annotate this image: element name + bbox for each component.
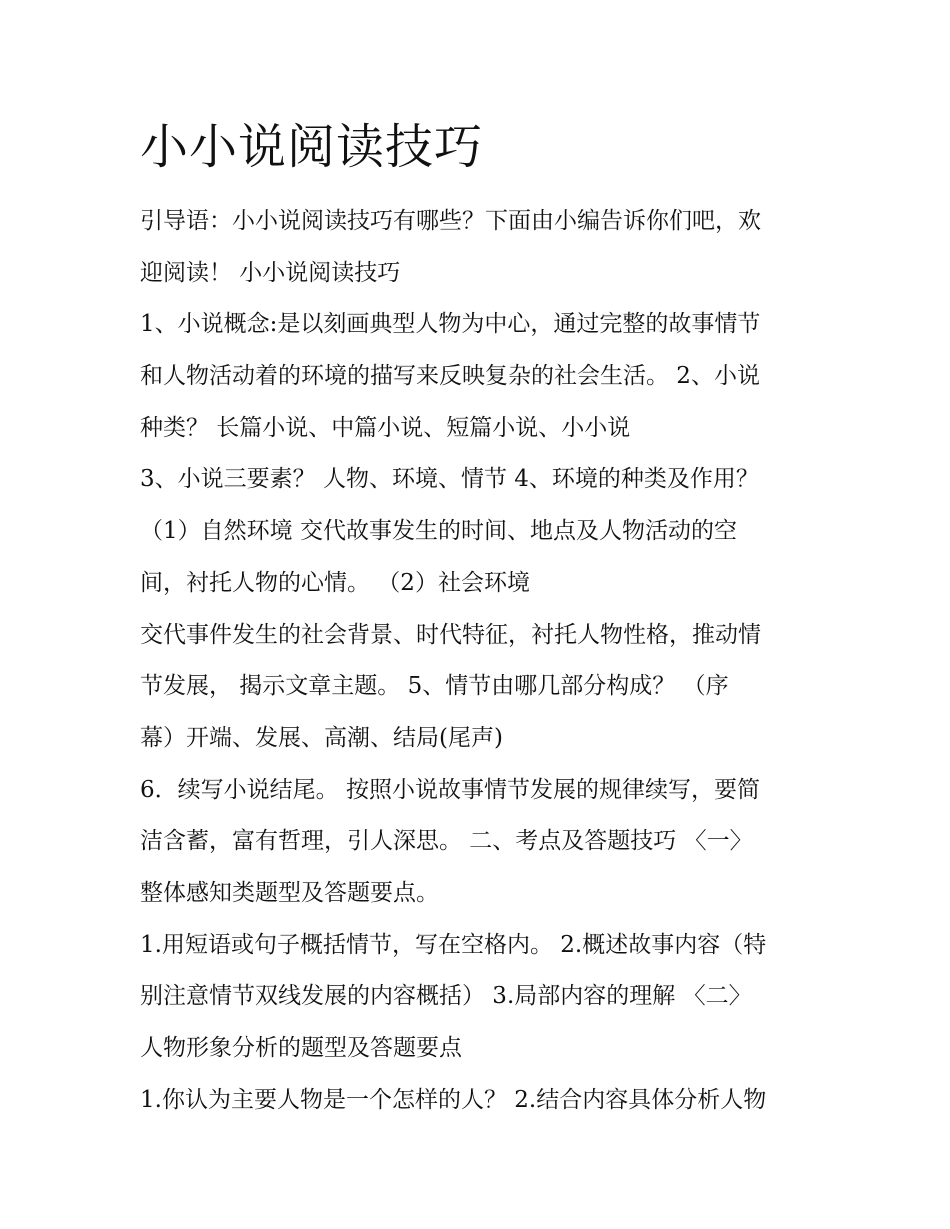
text-line: 人物形象分析的题型及答题要点 [140,1035,462,1061]
text-line: 交代事件发生的社会背景、时代特征，衬托人物性格，推动情 [140,621,761,648]
text-line: 1.用短语或句子概括情节，写在空格内。 2.概述故事内容（特 [140,931,767,958]
text-line: （1）自然环境 交代故事发生的时间、地点及人物活动的空 [140,518,737,545]
text-line: 种类？ 长篇小说、中篇小说、短篇小说、小小说 [140,414,631,441]
text-line: 1、小说概念:是以刻画典型人物为中心，通过完整的故事情节 [140,311,761,338]
text-line: 1.你认为主要人物是一个怎样的人？ 2.结合内容具体分析人物 [140,1086,767,1113]
page-title: 小小说阅读技巧 [140,119,484,175]
text-line: 幕）开端、发展、高潮、结局(尾声) [140,724,503,751]
body-text [140,196,840,1126]
text-line: 洁含蓄，富有哲理，引人深思。 二、考点及答题技巧 〈一〉 [140,828,753,855]
text-line: 6．续写小说结尾。 按照小说故事情节发展的规律续写，要简 [140,776,760,803]
text-line: 和人物活动着的环境的描写来反映复杂的社会生活。 2、小说 [140,363,760,390]
text-line: 间，衬托人物的心情。 （2）社会环境 [140,569,530,596]
text-line: 节发展， 揭示文章主题。 5、情节由哪几部分构成？ （序 [140,673,729,700]
text-line: 整体感知类题型及答题要点。 [140,879,439,906]
text-line: 3、小说三要素？ 人物、环境、情节 4、环境的种类及作用？ [140,466,759,493]
text-line: 迎阅读！ 小小说阅读技巧 [140,259,401,286]
text-line: 引导语：小小说阅读技巧有哪些？下面由小编告诉你们吧，欢 [140,208,761,234]
text-line: 别注意情节双线发展的内容概括） 3.局部内容的理解 〈二〉 [140,983,752,1010]
